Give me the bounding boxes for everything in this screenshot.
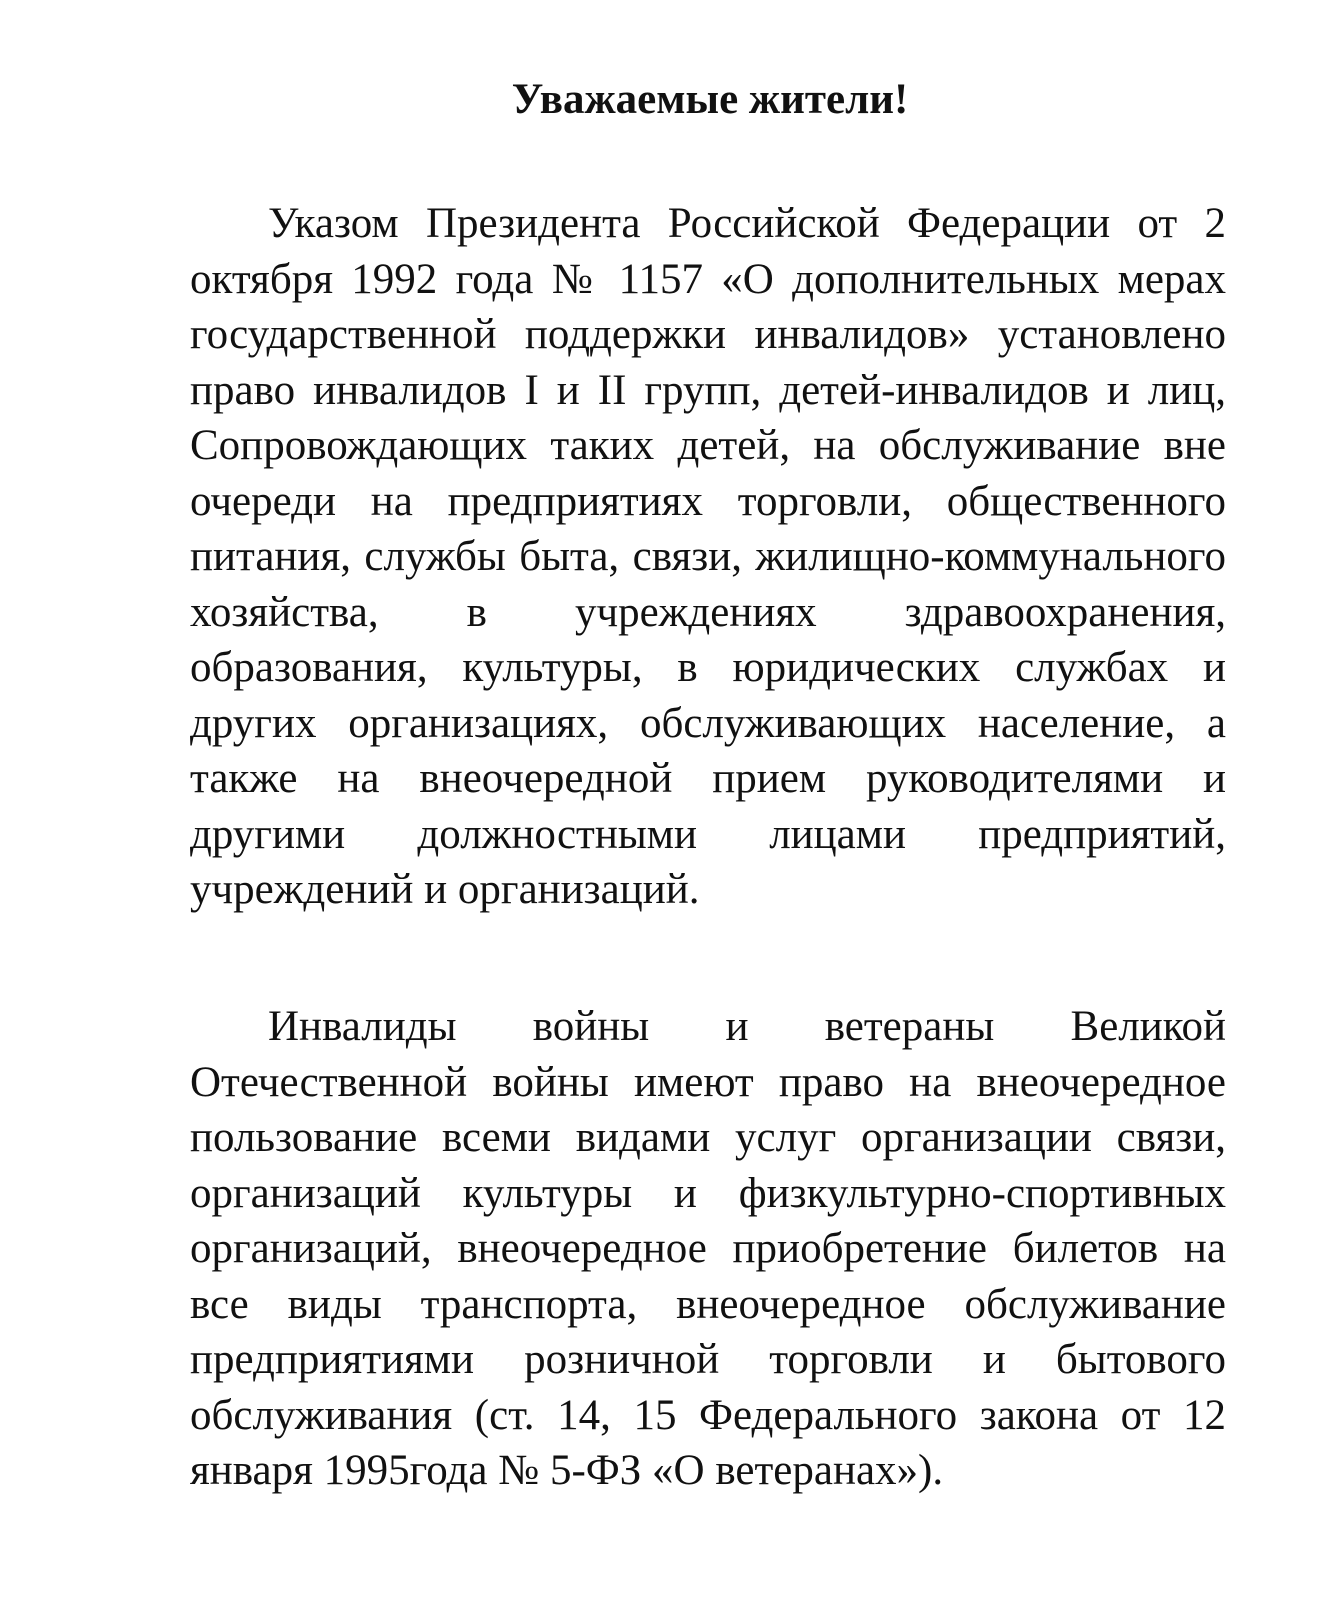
document-title: Уважаемые жители! [511, 76, 909, 123]
paragraph-presidential-decree: Указом Президента Российской Федерации от 2 октября 1992 года № 1157 «О дополнительных мерах государственной поддержки инвалидов» установлено право инвалидов I и II групп, детей-инвалидов и лиц, Сопровождающих таких детей, на обслуживание вне очереди на предприятиях торговли, общественного питания, службы быта, связи, жилищно-коммунального хозяйства, в учреждениях здравоохранения, образования, культуры, в юридических службах и других организациях, обслуживающих население, а также на внеочередной прием руководителями и другими должностными лицами предприятий, учреждений и организаций. [190, 200, 1226, 913]
paragraph-veterans-rights: Инвалиды войны и ветераны Великой Отечественной войны имеют право на внеочередное пользование всеми видами услуг организации связи, организаций культуры и физкультурно-спортивных организаций, внеочередное приобретение билетов на все виды транспорта, внеочередное обслуживание предприятиями розничной торговли и бытового обслуживания (ст. 14, 15 Федерального закона от 12 января 1995года № 5-ФЗ «О ветеранах»). [190, 1003, 1226, 1494]
